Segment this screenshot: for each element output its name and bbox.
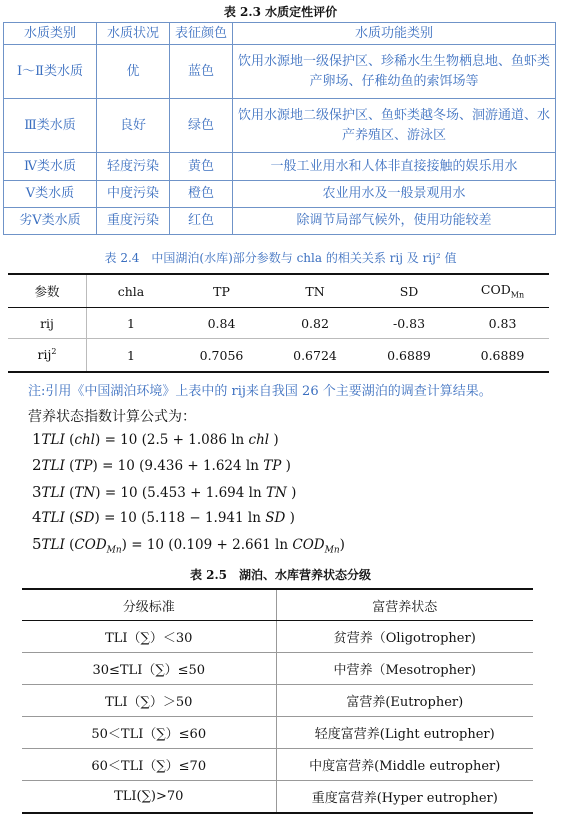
cell: 贫营养（Oligotropher) (276, 621, 533, 653)
formula-var-sub: Mn (106, 545, 122, 556)
formula-line: 5TLI $(COD_{Mn}) = 10$ (0.109 + 2.661 $\ln COD_{Mn}$) (32, 535, 345, 556)
formula-var: TN (74, 485, 96, 501)
header-cell: 分级标准 (22, 589, 276, 621)
header-cell: TP (175, 274, 268, 308)
cell: Ⅴ类水质 (4, 181, 97, 208)
header-cell: TN (268, 274, 362, 308)
cell: 绿色 (170, 99, 233, 153)
formula-tail: TN (265, 485, 287, 501)
header-cell: 水质功能类别 (233, 23, 556, 45)
header-cell (456, 274, 549, 308)
header-cell: 表征颜色 (170, 23, 233, 45)
formula-number: 2 (32, 456, 42, 474)
table-row (8, 308, 549, 339)
correlation-table (8, 273, 549, 373)
table-header-row (22, 589, 533, 621)
formula-line: 3TLI (TN) = 10 (5.453 + 1.694 ln TN ) (32, 483, 297, 501)
cell: 中度污染 (97, 181, 170, 208)
cod-subscript: Mn (510, 290, 525, 300)
cell: 重度富营养(Hyper eutropher) (276, 781, 533, 814)
cell: 除调节局部气候外，使用功能较差 (233, 208, 556, 235)
table-header-row (8, 274, 549, 308)
cell: 橙色 (170, 181, 233, 208)
table-row (22, 621, 533, 653)
cell: 0.6724 (268, 339, 362, 373)
header-cell: chla (87, 274, 176, 308)
cell: 劣Ⅴ类水质 (4, 208, 97, 235)
cell: 优 (97, 45, 170, 99)
table-row (4, 153, 556, 181)
table-row (22, 717, 533, 749)
cell: 重度污染 (97, 208, 170, 235)
cod-label: COD (480, 282, 511, 298)
formula-number: 3 (32, 483, 42, 501)
cell: 1 (87, 339, 176, 373)
table-note: 注:引用《中国湖泊环境》上表中的 rij来自我国 26 个主要湖泊的调查计算结果。 (28, 384, 492, 399)
table-row (22, 653, 533, 685)
cell: 60＜TLI（∑）≤70 (22, 749, 276, 781)
cell: -0.83 (362, 308, 456, 339)
header-cell: 水质类别 (4, 23, 97, 45)
table-row (22, 749, 533, 781)
cell: 0.84 (175, 308, 268, 339)
cell: 黄色 (170, 153, 233, 181)
cell: 饮用水源地二级保护区、鱼虾类越冬场、洄游通道、水产养殖区、游泳区 (233, 99, 556, 153)
formula-title: 营养状态指数计算公式为： (28, 409, 196, 425)
cell: 轻度富营养(Light eutropher) (276, 717, 533, 749)
cell: 农业用水及一般景观用水 (233, 181, 556, 208)
formula-line: 1TLI (chl) = 10 (2.5 + 1.086 ln chl ) (32, 430, 279, 448)
cell: Ⅳ类水质 (4, 153, 97, 181)
formula-line: 2TLI (TP) = 10 (9.436 + 1.624 ln TP ) (32, 456, 291, 474)
formula-number: 5 (32, 535, 42, 553)
formula-var: COD (74, 537, 107, 553)
cell: TLI（∑）＜30 (22, 621, 276, 653)
table-2-4-caption: 表 2.4 中国湖泊(水库)部分参数与 chla 的相关关系 rij 及 rij² 值 (104, 251, 457, 265)
formula-expr: = 10 (9.436 + 1.624 ln (102, 458, 259, 474)
cell: 50＜TLI（∑）≤60 (22, 717, 276, 749)
formula-line: 4TLI (SD) = 10 (5.118 − 1.941 ln SD ) (32, 508, 295, 526)
formula-var: chl (74, 432, 95, 448)
table-row (8, 339, 549, 373)
cell: TLI(∑)>70 (22, 781, 276, 814)
formula-tail: COD (292, 537, 325, 553)
formula-tail-sub: Mn (324, 545, 340, 556)
trophic-state-table (22, 588, 533, 814)
formula-var: SD (74, 510, 95, 526)
cell: 30≤TLI（∑）≤50 (22, 653, 276, 685)
header-cell: 水质状况 (97, 23, 170, 45)
formula-number: 4 (32, 508, 42, 526)
table-2-5-caption: 表 2.5 湖泊、水库营养状态分级 (189, 568, 372, 582)
formula-expr: = 10 (0.109 + 2.661 ln (131, 537, 289, 553)
cell: 一般工业用水和人体非直接接触的娱乐用水 (233, 153, 556, 181)
formula-number: 1 (32, 430, 42, 448)
formula-tail: TP (263, 458, 282, 474)
formula-expr: = 10 (5.453 + 1.694 ln (104, 485, 262, 501)
water-quality-table (3, 22, 556, 235)
cell: Ⅲ类水质 (4, 99, 97, 153)
cell: 0.7056 (175, 339, 268, 373)
rij-superscript: 2 (51, 347, 57, 357)
formula-expr: = 10 (2.5 + 1.086 ln (104, 432, 245, 448)
table-row (4, 181, 556, 208)
rij-label: rij (37, 347, 52, 363)
row-label (8, 339, 87, 373)
header-cell: 富营养状态 (276, 589, 533, 621)
cell: 中营养（Mesotropher) (276, 653, 533, 685)
cell: Ⅰ～Ⅱ类水质 (4, 45, 97, 99)
table-row (4, 99, 556, 153)
formula-expr: = 10 (5.118 − 1.941 ln (104, 510, 261, 526)
table-row (22, 685, 533, 717)
cell: 红色 (170, 208, 233, 235)
cell: 蓝色 (170, 45, 233, 99)
cell: 富营养(Eutropher) (276, 685, 533, 717)
header-cell: SD (362, 274, 456, 308)
header-cell: 参数 (8, 274, 87, 308)
cell: 轻度污染 (97, 153, 170, 181)
cell: 0.82 (268, 308, 362, 339)
cell: 0.83 (456, 308, 549, 339)
cell: 1 (87, 308, 176, 339)
cell: 中度富营养(Middle eutropher) (276, 749, 533, 781)
formula-tail: chl (248, 432, 270, 448)
table-row (4, 208, 556, 235)
cell: 良好 (97, 99, 170, 153)
row-label: rij (8, 308, 87, 339)
cell: 0.6889 (456, 339, 549, 373)
cell: TLI（∑）＞50 (22, 685, 276, 717)
cell: 0.6889 (362, 339, 456, 373)
cell: 饮用水源地一级保护区、珍稀水生生物栖息地、鱼虾类产卵场、仔稚幼鱼的索饵场等 (233, 45, 556, 99)
formula-tail: SD (265, 510, 286, 526)
table-row (4, 45, 556, 99)
table-header-row (4, 23, 556, 45)
table-2-3-caption: 表 2.3 水质定性评价 (223, 5, 338, 19)
formula-var: TP (74, 458, 93, 474)
